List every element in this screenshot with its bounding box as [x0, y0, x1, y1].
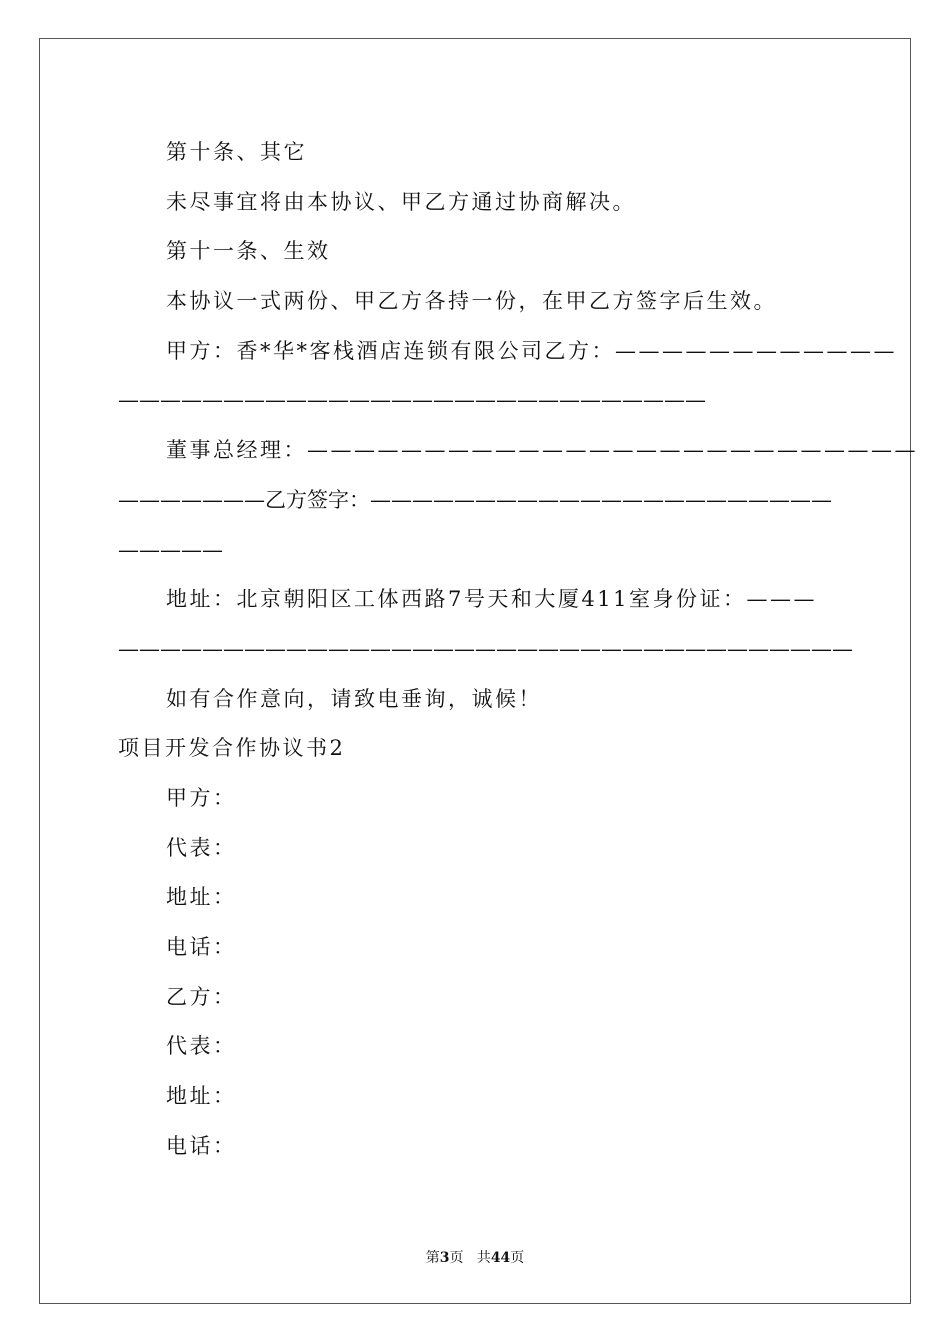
document-body — [118, 128, 918, 1171]
party-a-phone: 电话： — [166, 935, 237, 959]
party-b-representative: 代表： — [166, 1034, 237, 1059]
article-11-heading: 第十一条、生效 — [166, 239, 331, 264]
party-b-signature-line: ———————乙方签字：—————————————————————— — [118, 487, 832, 512]
address-line-cont: ——————————————————————————————————— — [118, 636, 853, 661]
party-a-address: 地址： — [166, 885, 237, 910]
page-suffix: 页 — [449, 1250, 464, 1266]
party-b-address: 地址： — [166, 1084, 237, 1109]
article-10-heading: 第十条、其它 — [166, 140, 307, 164]
party-b-phone: 电话： — [166, 1133, 237, 1158]
party-a-representative: 代表： — [166, 835, 237, 860]
party-a-line-cont: ———————————————————————————— — [118, 388, 706, 413]
party-b-label: 乙方： — [166, 984, 237, 1009]
total-prefix: 共 — [476, 1250, 491, 1266]
page-number: 3 — [439, 1250, 450, 1266]
address-line: 地址：北京朝阳区工体西路7号天和大厦411室身份证：——— — [166, 587, 817, 612]
director-line: 董事总经理：—————————————————————————— — [166, 438, 918, 463]
page-prefix: 第 — [425, 1250, 440, 1266]
party-a-line: 甲方：香*华*客栈酒店连锁有限公司乙方：———————————— — [166, 338, 897, 363]
total-pages: 44 — [490, 1250, 511, 1266]
party-b-signature-cont: ————— — [118, 537, 223, 562]
page-footer — [0, 1247, 950, 1267]
closing-invitation: 如有合作意向，请致电垂询，诚候！ — [166, 686, 542, 711]
article-11-text: 本协议一式两份、甲乙方各持一份，在甲乙方签字后生效。 — [166, 289, 777, 314]
section-title: 项目开发合作协议书2 — [118, 736, 346, 761]
party-a-label: 甲方： — [166, 785, 237, 810]
total-suffix: 页 — [510, 1250, 525, 1266]
article-10-text: 未尽事宜将由本协议、甲乙方通过协商解决。 — [166, 189, 636, 214]
